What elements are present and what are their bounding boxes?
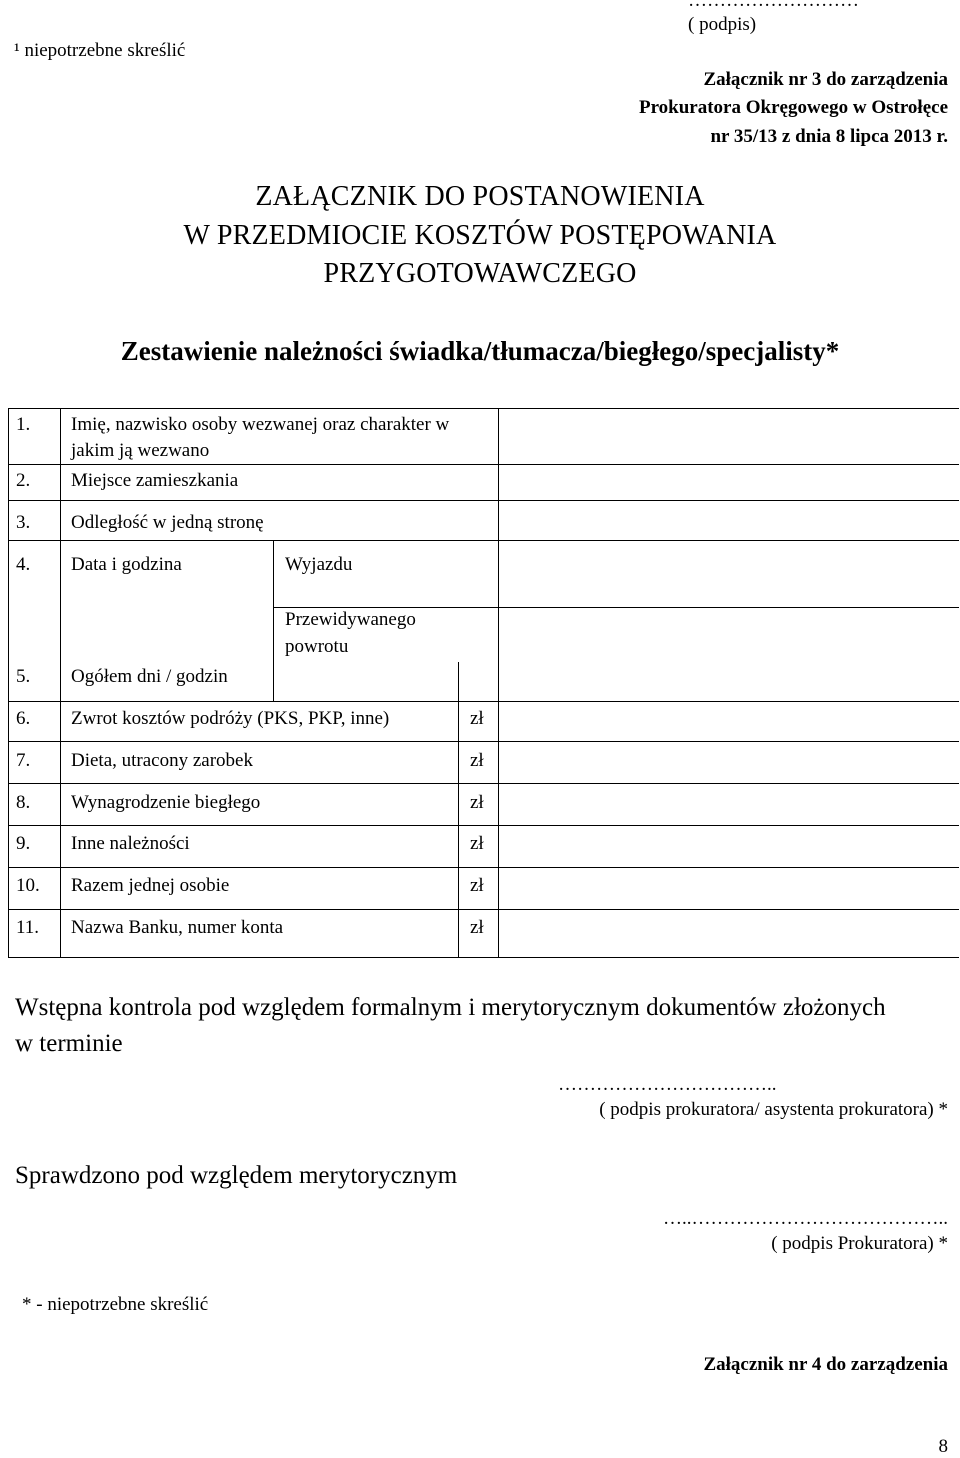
- control-text-line1: Wstępna kontrola pod względem formalnym i merytorycznym dokumentów złożonych: [15, 994, 886, 1021]
- control-signature-label: ( podpis prokuratora/ asystenta prokuratora) *: [599, 1099, 948, 1120]
- table-line: [8, 464, 959, 465]
- row6-number: 6.: [16, 708, 31, 729]
- row7-currency: zł: [470, 750, 484, 771]
- row6-label: Zwrot kosztów podróży (PKS, PKP, inne): [71, 708, 390, 729]
- annex-header-line1: Załącznik nr 3 do zarządzenia: [703, 69, 948, 90]
- row9-number: 9.: [16, 833, 31, 854]
- page-subtitle: Zestawienie należności świadka/tłumacza/biegłego/specjalisty*: [120, 336, 840, 366]
- annex-header-line2: Prokuratora Okręgowego w Ostrołęce: [638, 97, 948, 118]
- footnote-bottom: * - niepotrzebne skreślić: [22, 1294, 209, 1315]
- table-line: [8, 500, 959, 501]
- control-signature-dots: ……………………………..: [558, 1074, 777, 1095]
- title-line1: ZAŁĄCZNIK DO POSTANOWIENIA: [255, 181, 705, 212]
- row11-label: Nazwa Banku, numer konta: [71, 917, 284, 938]
- row8-currency: zł: [470, 792, 484, 813]
- table-line: [8, 783, 959, 784]
- table-line: [498, 408, 499, 957]
- row4-return-line2: powrotu: [285, 636, 349, 657]
- row1-number: 1.: [16, 414, 31, 435]
- row7-number: 7.: [16, 750, 31, 771]
- signature-dots-top: ………………………: [688, 0, 859, 11]
- control-text-line2: w terminie: [15, 1030, 123, 1057]
- table-line: [8, 957, 959, 958]
- row6-currency: zł: [470, 708, 484, 729]
- annex-header-line3: nr 35/13 z dnia 8 lipca 2013 r.: [710, 126, 948, 147]
- table-line: [8, 741, 959, 742]
- row8-label: Wynagrodzenie biegłego: [71, 792, 261, 813]
- table-line: [8, 408, 9, 957]
- checked-signature-label: ( podpis Prokuratora) *: [771, 1233, 948, 1254]
- row8-number: 8.: [16, 792, 31, 813]
- row11-number: 11.: [16, 917, 40, 938]
- table-line: [8, 408, 959, 409]
- row11-currency: zł: [470, 917, 484, 938]
- row4-number: 4.: [16, 554, 31, 575]
- row4-label: Data i godzina: [71, 554, 182, 575]
- row1-label-line1: Imię, nazwisko osoby wezwanej oraz charakter w: [71, 414, 450, 435]
- signature-label-top: ( podpis): [688, 14, 757, 35]
- row2-number: 2.: [16, 470, 31, 491]
- table-line: [8, 867, 959, 868]
- row9-label: Inne należności: [71, 833, 190, 854]
- page-number: 8: [938, 1436, 948, 1457]
- next-annex-header: Załącznik nr 4 do zarządzenia: [703, 1354, 948, 1375]
- row5-number: 5.: [16, 666, 31, 687]
- table-line: [458, 662, 459, 957]
- row3-label: Odległość w jedną stronę: [71, 512, 264, 533]
- row7-label: Dieta, utracony zarobek: [71, 750, 253, 771]
- title-line2: W PRZEDMIOCIE KOSZTÓW POSTĘPOWANIA: [183, 220, 777, 251]
- row10-currency: zł: [470, 875, 484, 896]
- checked-text: Sprawdzono pod względem merytorycznym: [15, 1162, 458, 1189]
- title-line3: PRZYGOTOWAWCZEGO: [323, 258, 637, 289]
- row10-label: Razem jednej osobie: [71, 875, 230, 896]
- row2-label: Miejsce zamieszkania: [71, 470, 239, 491]
- row5-label: Ogółem dni / godzin: [71, 666, 228, 687]
- row10-number: 10.: [16, 875, 40, 896]
- row9-currency: zł: [470, 833, 484, 854]
- table-line: [8, 540, 959, 541]
- row4-return-line1: Przewidywanego: [285, 609, 416, 630]
- checked-signature-dots: …..…………………………………..: [663, 1208, 948, 1229]
- row3-number: 3.: [16, 512, 31, 533]
- table-line: [8, 825, 959, 826]
- row1-label-line2: jakim ją wezwano: [71, 440, 210, 461]
- table-line: [60, 408, 61, 957]
- footnote-top: ¹ niepotrzebne skreślić: [14, 40, 186, 61]
- table-line: [273, 540, 274, 701]
- table-line: [8, 701, 959, 702]
- row4-departure: Wyjazdu: [285, 554, 353, 575]
- table-line: [8, 909, 959, 910]
